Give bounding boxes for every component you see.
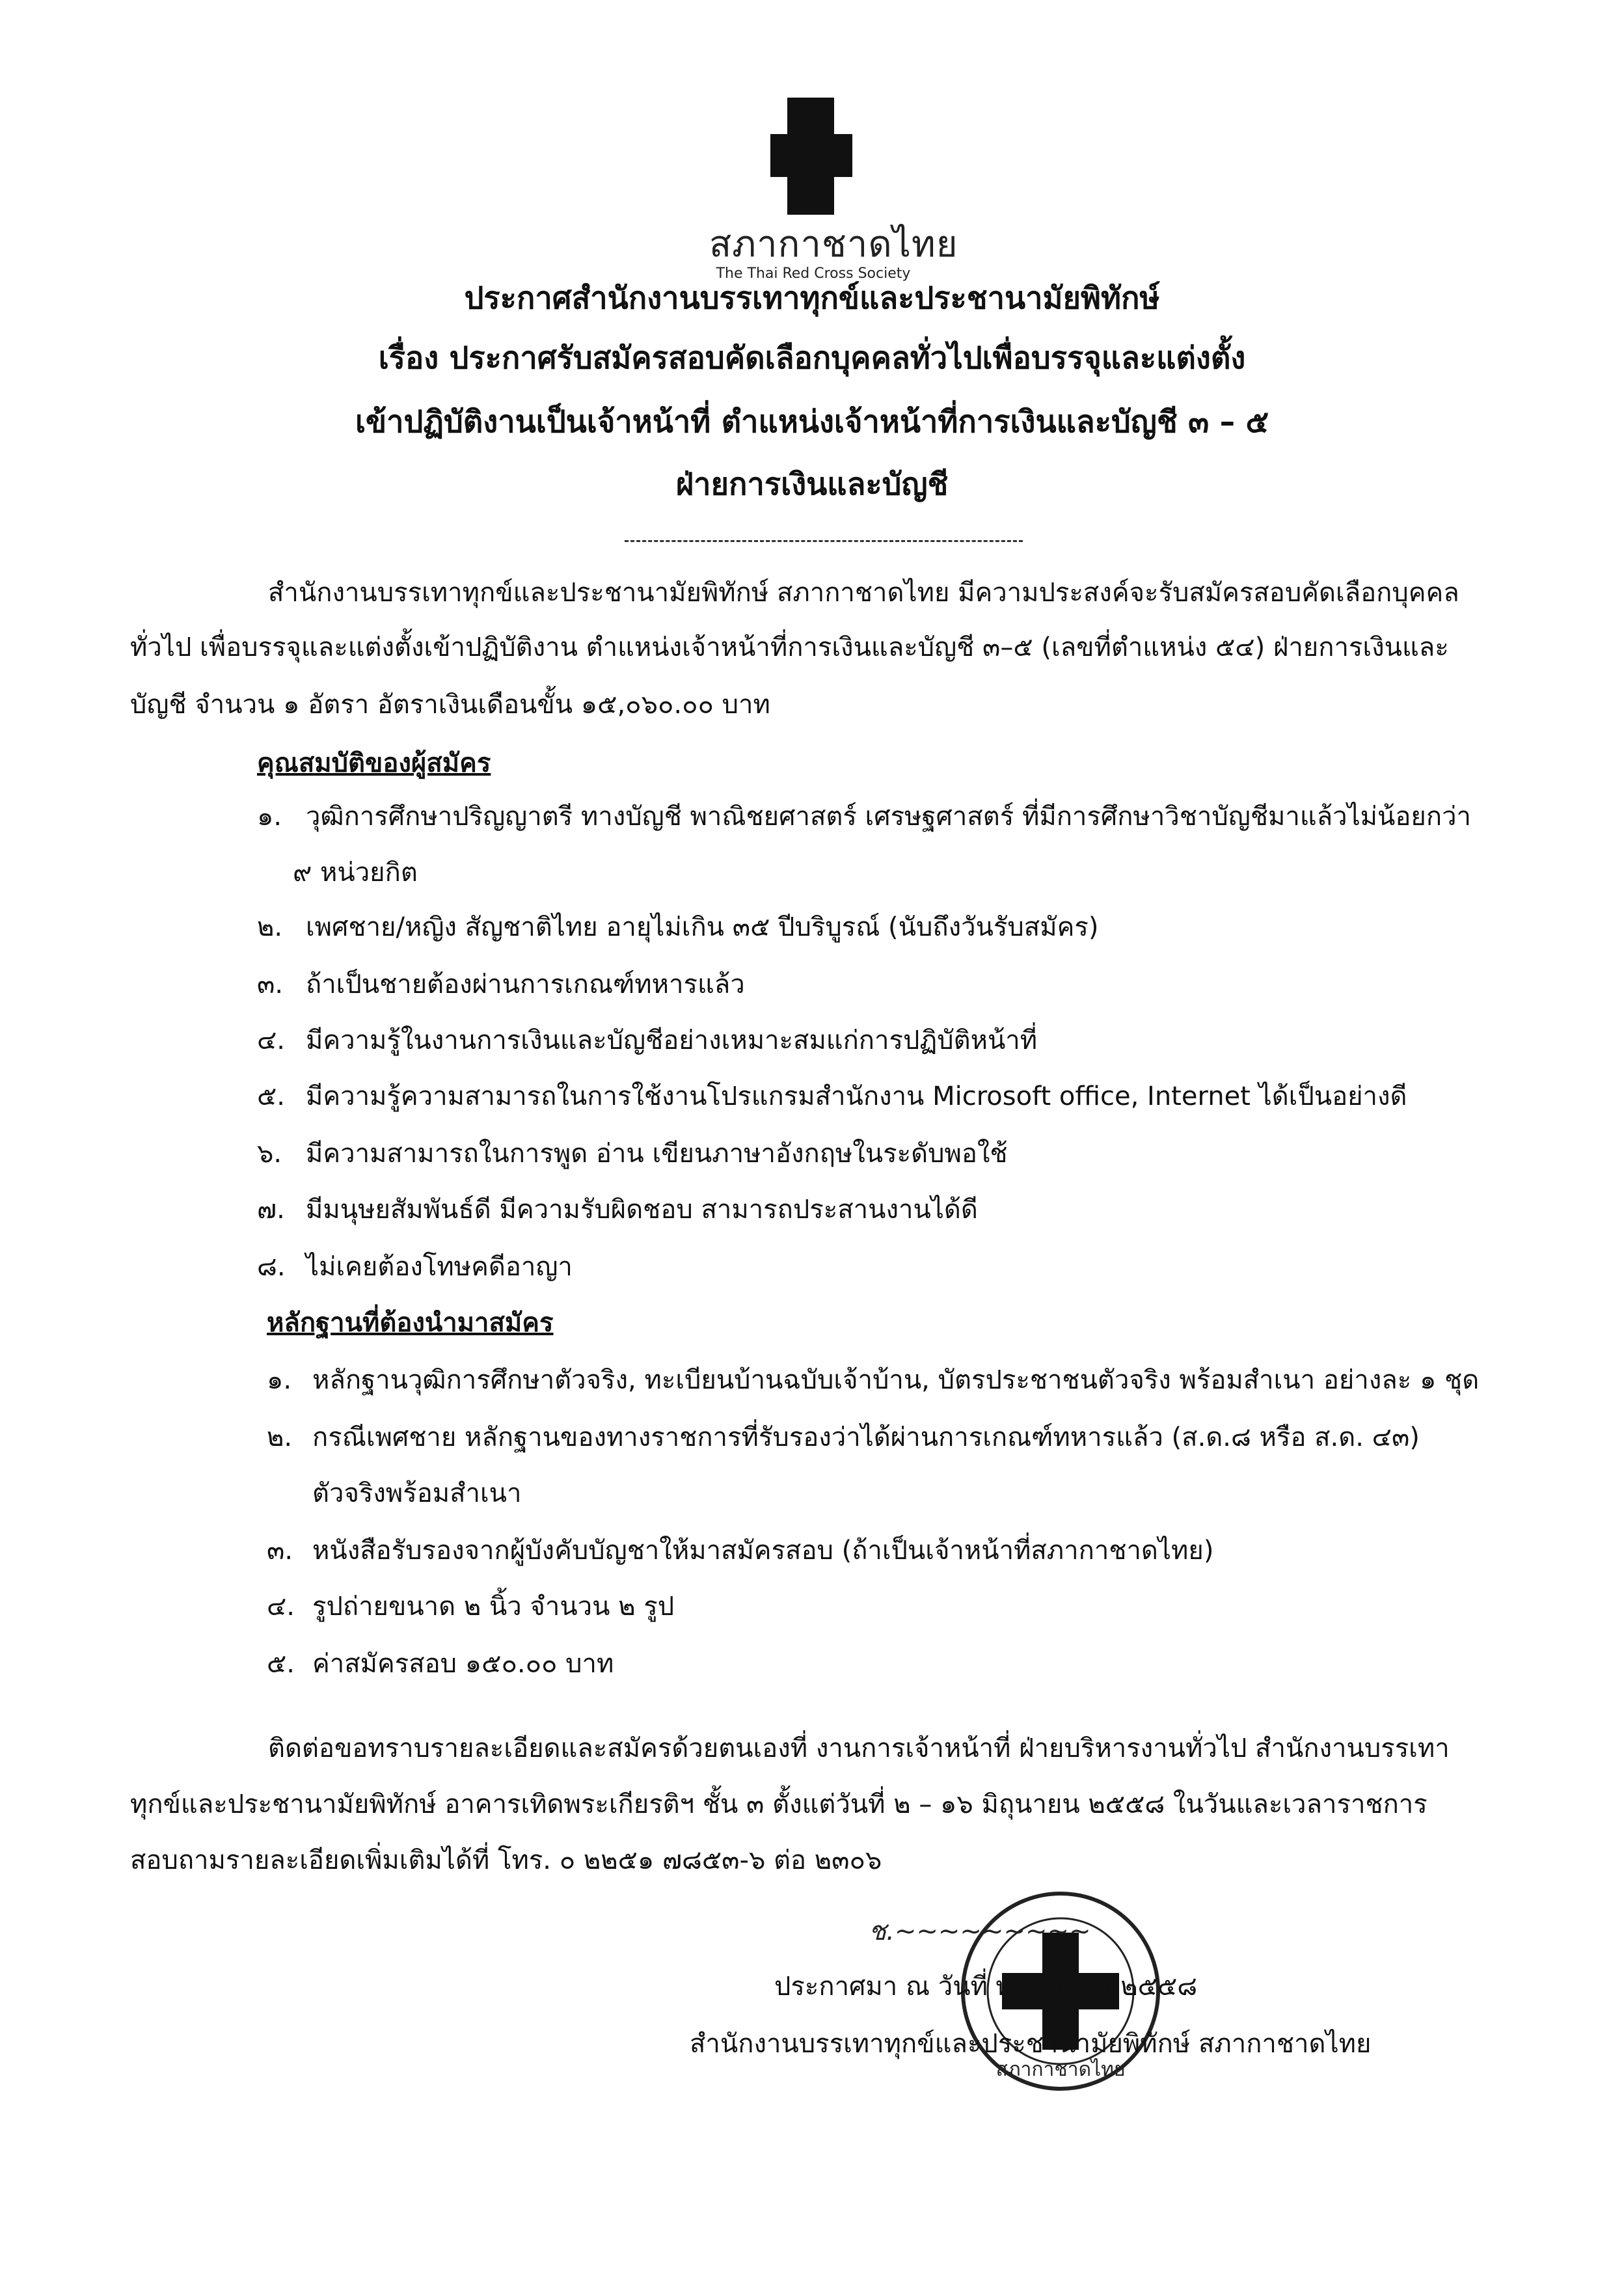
doc-text-3: หนังสือรับรองจากผู้บังคับบัญชาให้มาสมัครสอบ (ถ้าเป็นเจ้าหน้าที่สภากาชาดไทย) [312,1536,1214,1566]
qual-text-4: มีความรู้ในงานการเงินและบัญชีอย่างเหมาะสมแก่การปฏิบัติหน้าที่ [306,1026,1038,1055]
title-line-3: เข้าปฏิบัติงานเป็นเจ้าหน้าที่ ตำแหน่งเจ้าหน้าที่การเงินและบัญชี ๓ – ๕ [355,404,1269,440]
doc-num-3: ๓. [267,1536,293,1566]
doc-text-2: กรณีเพศชาย หลักฐานของทางราชการที่รับรองว่าได้ผ่านการเกณฑ์ทหารแล้ว (ส.ด.๘ หรือ ส.ด. ๔๓) [312,1422,1420,1452]
documents-heading: หลักฐานที่ต้องนำมาสมัคร [267,1308,554,1338]
title-line-4: ฝ่ายการเงินและบัญชี [675,467,949,502]
red-cross-icon-bar [770,134,852,177]
qual-num-2: ๒. [257,912,283,942]
doc-text-5: ค่าสมัครสอบ ๑๕๐.๐๐ บาท [312,1649,614,1679]
contact-line-3: สอบถามรายละเอียดเพิ่มเติมได้ที่ โทร. ๐ ๒๒๕๑ ๗๘๕๓-๖ ต่อ ๒๓๐๖ [130,1845,882,1875]
qual-num-3: ๓. [257,970,284,999]
qual-text-1: วุฒิการศึกษาปริญญาตรี ทางบัญชี พาณิชยศาสตร์ เศรษฐศาสตร์ ที่มีการศึกษาวิชาบัญชีมาแล้วไม่น้อยกว่า [306,802,1471,832]
doc-num-2: ๒. [267,1422,293,1452]
qual-text-5: มีความรู้ความสามารถในการใช้งานโปรแกรมสำนักงาน Microsoft office, Internet ได้เป็นอย่างดี [306,1081,1407,1111]
qual-num-7: ๗. [257,1195,285,1225]
qual-cont-1: ๙ หน่วยกิต [293,858,418,888]
doc-num-5: ๕. [267,1649,295,1679]
doc-text-1: หลักฐานวุฒิการศึกษาตัวจริง, ทะเบียนบ้านฉบับเจ้าบ้าน, บัตรประชาชนตัวจริง พร้อมสำเนา อย่างละ ๑ ชุด [312,1365,1480,1395]
qual-text-7: มีมนุษยสัมพันธ์ดี มีความรับผิดชอบ สามารถประสานงานได้ดี [306,1195,978,1225]
qual-num-5: ๕. [257,1081,285,1111]
doc-cont-2: ตัวจริงพร้อมสำเนา [312,1478,522,1508]
handwritten-signature: ช.~~~~~~~~~ [869,1916,1091,1946]
doc-num-4: ๔. [267,1592,295,1622]
logo-name-en: The Thai Red Cross Society [716,265,911,282]
title-line-1: ประกาศสำนักงานบรรเทาทุกข์และประชานามัยพิทักษ์ [464,280,1160,316]
doc-num-1: ๑. [267,1365,292,1395]
qual-num-6: ๖. [257,1139,282,1169]
seal-text: สภากาชาดไทย [995,2058,1126,2081]
announce-date-line: ประกาศมา ณ วันที่ พฤษภาคม ๒๕๕๘ [774,1972,1198,2002]
title-divider [625,540,1023,542]
title-line-2: เรื่อง ประกาศรับสมัครสอบคัดเลือกบุคคลทั่วไปเพื่อบรรจุและแต่งตั้ง [378,340,1246,376]
qual-num-4: ๔. [257,1026,285,1055]
qual-text-8: ไม่เคยต้องโทษคดีอาญา [306,1252,573,1282]
qualifications-heading: คุณสมบัติของผู้สมัคร [257,748,491,778]
logo-name-th: สภากาชาดไทย [709,223,958,265]
qual-num-1: ๑. [257,802,282,832]
qual-text-2: เพศชาย/หญิง สัญชาติไทย อายุไม่เกิน ๓๕ ปีบริบูรณ์ (นับถึงวันรับสมัคร) [306,912,1099,942]
doc-text-4: รูปถ่ายขนาด ๒ นิ้ว จำนวน ๒ รูป [312,1592,675,1622]
intro-line-3: บัญชี จำนวน ๑ อัตรา อัตราเงินเดือนขั้น ๑๕,๐๖๐.๐๐ บาท [130,690,770,720]
contact-line-1: ติดต่อขอทราบรายละเอียดและสมัครด้วยตนเองที่ งานการเจ้าหน้าที่ ฝ่ายบริหารงานทั่วไป สำนักงานบรรเทา [268,1733,1450,1763]
qual-text-6: มีความสามารถในการพูด อ่าน เขียนภาษาอังกฤษในระดับพอใช้ [306,1139,1008,1169]
qual-num-8: ๘. [257,1252,286,1282]
signature-org-line: สำนักงานบรรเทาทุกข์และประชานามัยพิทักษ์ สภากาชาดไทย [690,2029,1372,2059]
intro-line-1: สำนักงานบรรเทาทุกข์และประชานามัยพิทักษ์ สภากาชาดไทย มีความประสงค์จะรับสมัครสอบคัดเลือกบุคคล [268,578,1459,608]
qual-text-3: ถ้าเป็นชายต้องผ่านการเกณฑ์ทหารแล้ว [306,970,745,999]
contact-line-2: ทุกข์และประชานามัยพิทักษ์ อาคารเทิดพระเกียรติฯ ชั้น ๓ ตั้งแต่วันที่ ๒ – ๑๖ มิถุนายน ๒๕๕๘ ในวันและเวลาราชการ [130,1789,1428,1819]
intro-line-2: ทั่วไป เพื่อบรรจุและแต่งตั้งเข้าปฏิบัติงาน ตำแหน่งเจ้าหน้าที่การเงินและบัญชี ๓–๕ (เลขที่ตำแหน่ง ๕๔) ฝ่ายการเงินและ [130,632,1449,662]
